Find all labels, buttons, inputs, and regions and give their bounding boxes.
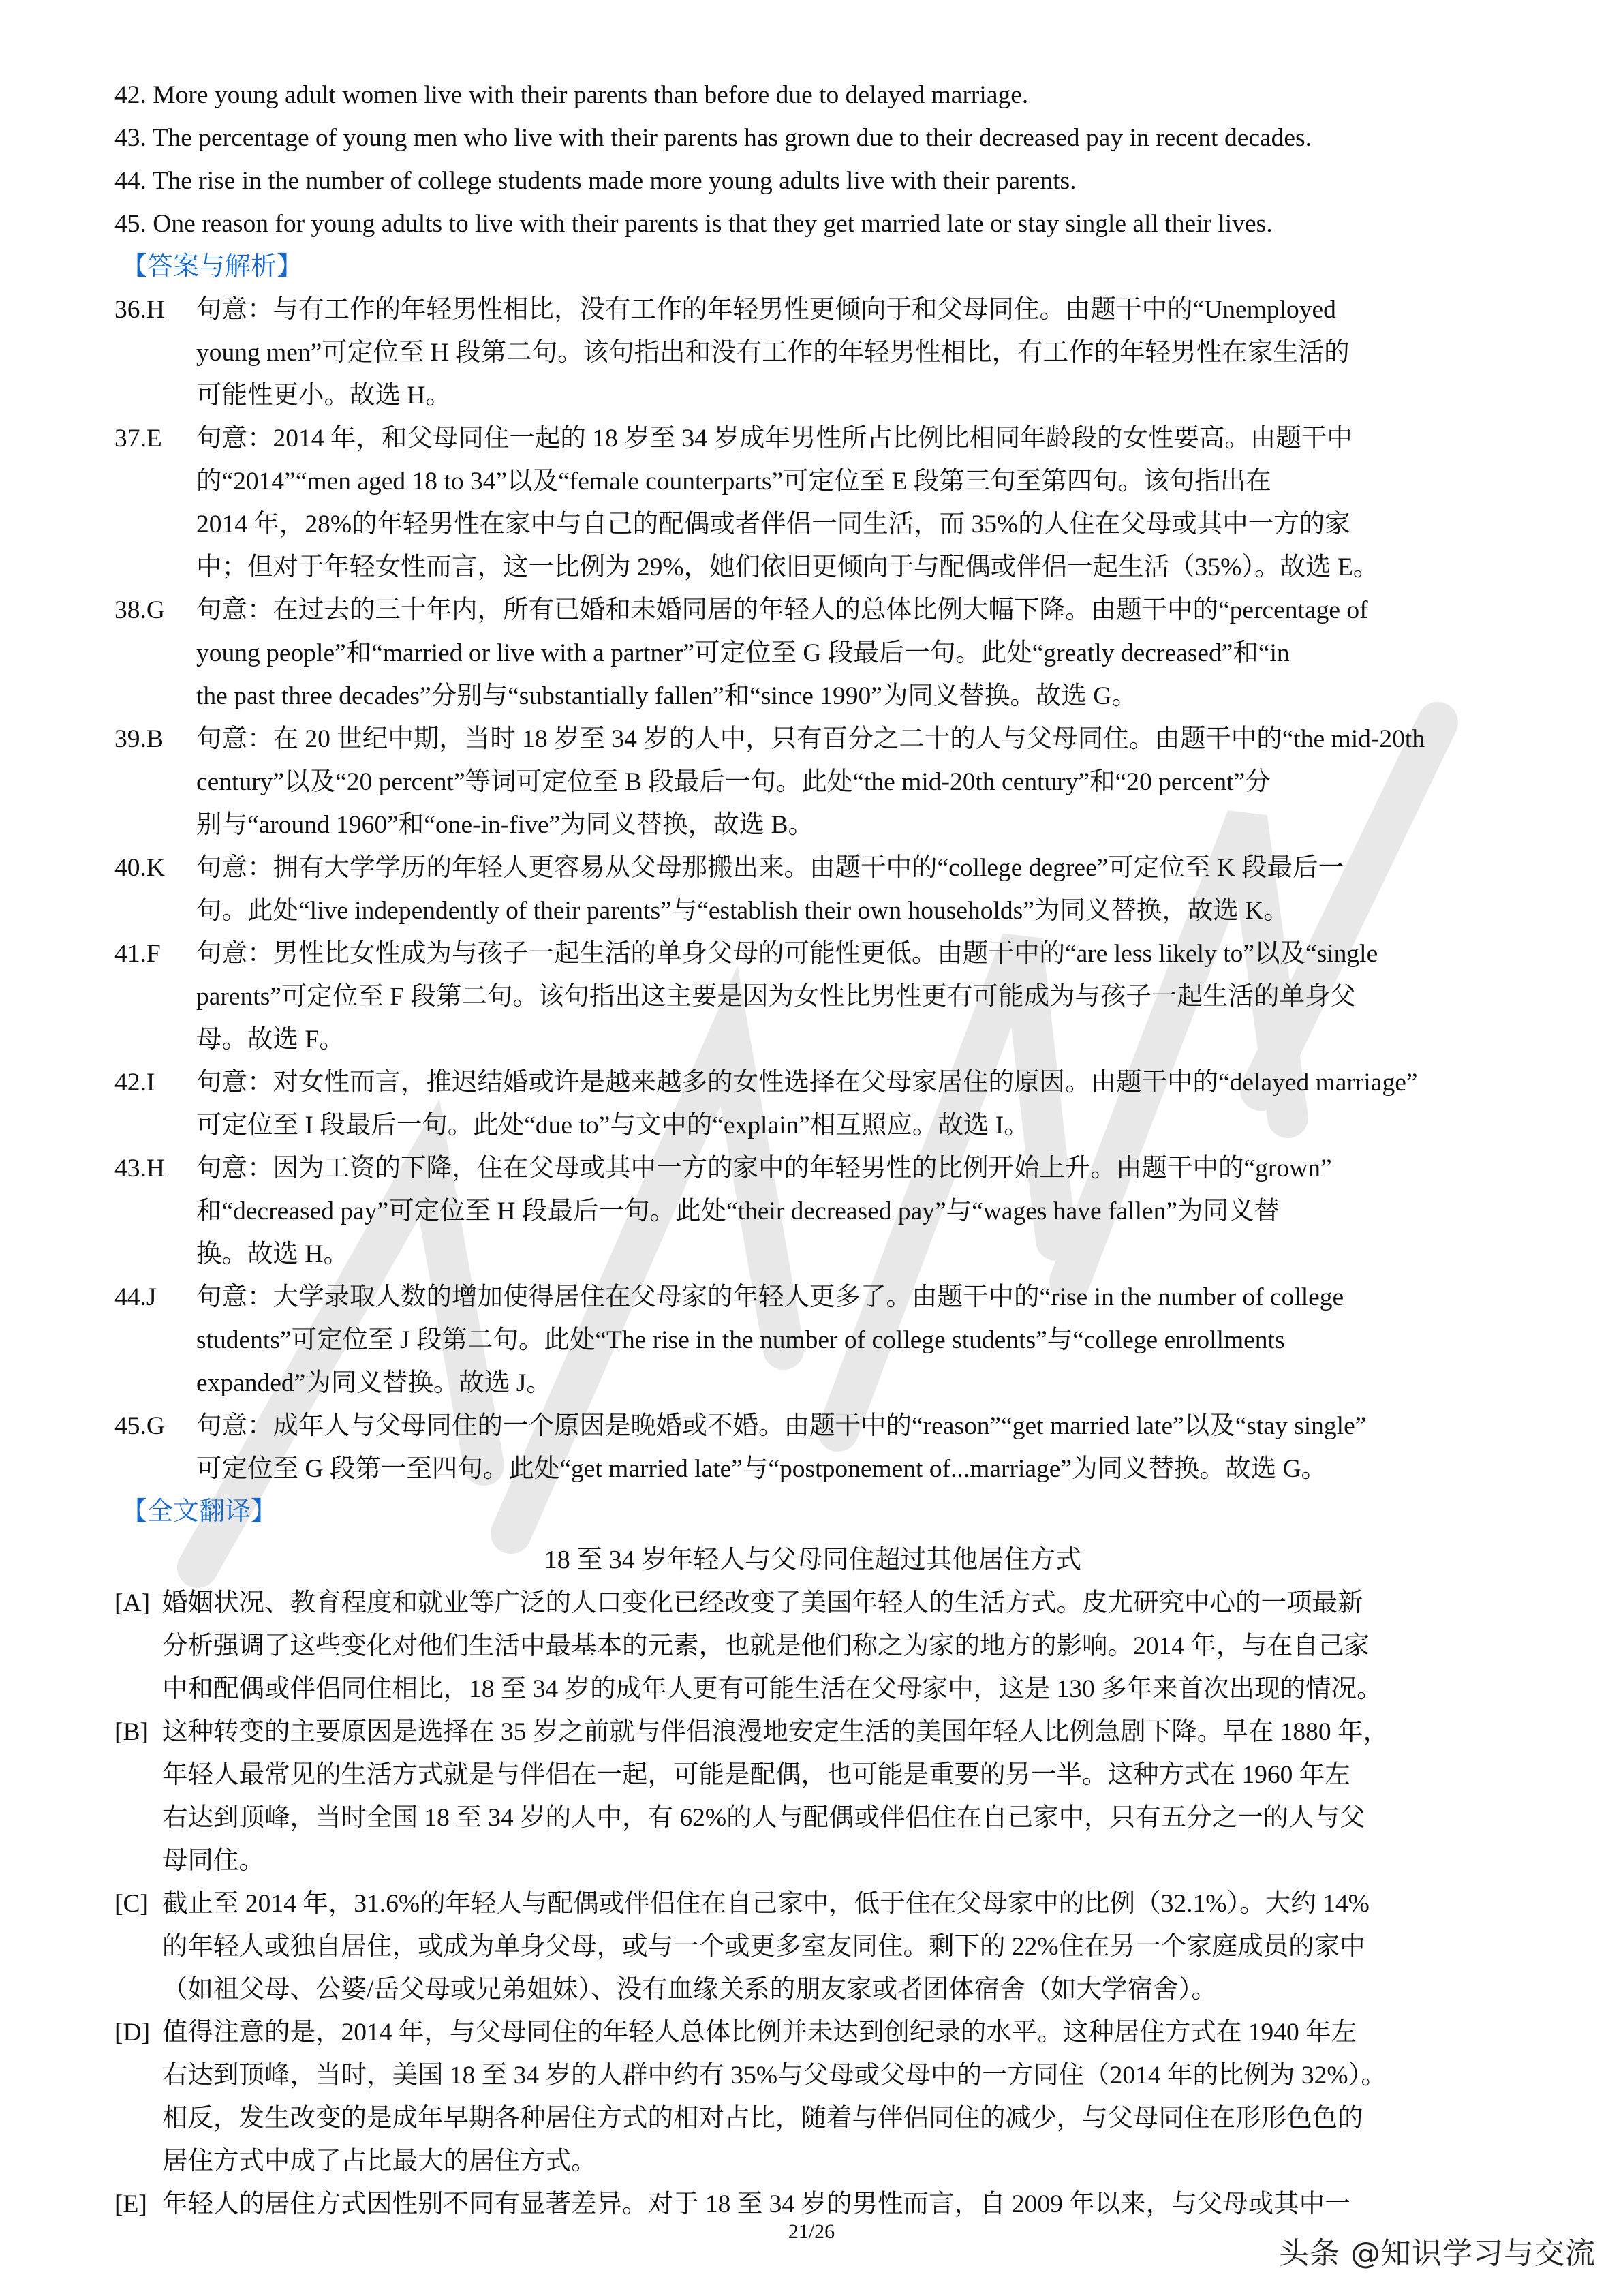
paragraph-line: 相反，发生改变的是成年早期各种居住方式的相对占比，随着与伴侣同住的减少，与父母同住在形形色色的 xyxy=(162,2104,1363,2132)
answer-line: young people”和“married or live with a partner”可定位至 G 段最后一句。此处“greatly decreased”和“in xyxy=(196,639,1290,667)
question-item: 45. One reason for young adults to live with their parents is that they get married late or stay single all their lives. xyxy=(114,210,1273,238)
answer-line: 可定位至 I 段最后一句。此处“due to”与文中的“explain”相互照应。故选 I。 xyxy=(196,1112,1030,1139)
answer-item xyxy=(114,718,1511,846)
paragraph-tag: [E] xyxy=(114,2190,147,2218)
translation-paragraphs xyxy=(114,1582,1511,2226)
translation-title: 18 至 34 岁年轻人与父母同住超过其他居住方式 xyxy=(544,1546,1082,1574)
paragraph-line: （如祖父母、公婆/岳父母或兄弟姐妹）、没有血缘关系的朋友家或者团体宿舍（如大学宿舍）。 xyxy=(162,1976,1217,2004)
answer-line: 句意：大学录取人数的增加使得居住在父母家的年轻人更多了。由题干中的“rise in the number of college xyxy=(196,1283,1344,1311)
paragraph-line: 居住方式中成了占比最大的居住方式。 xyxy=(162,2147,597,2175)
answer-number: 44.J xyxy=(114,1283,157,1311)
translation-section-header: 【全文翻译】 xyxy=(121,1497,277,1526)
answer-line: 可定位至 G 段第一至四句。此处“get married late”与“postponement of...marriage”为同义替换。故选 G。 xyxy=(196,1455,1327,1483)
question-item: 42. More young adult women live with their parents than before due to delayed marriage. xyxy=(114,81,1029,109)
paragraph-line: 值得注意的是，2014 年，与父母同住的年轻人总体比例并未达到创纪录的水平。这种居住方式在 1940 年左 xyxy=(162,2019,1357,2047)
paragraph-tag: [B] xyxy=(114,1718,149,1746)
paragraph xyxy=(114,1882,1511,2011)
paragraph-tag: [A] xyxy=(114,1589,151,1617)
answer-line: 句意：男性比女性成为与孩子一起生活的单身父母的可能性更低。由题干中的“are less likely to”以及“single xyxy=(196,940,1378,968)
paragraph-tag: [D] xyxy=(114,2019,151,2047)
paragraph-line: 右达到顶峰，当时全国 18 至 34 岁的人中，有 62%的人与配偶或伴侣住在自己家中，只有五分之一的人与父 xyxy=(162,1804,1365,1832)
answer-section-header: 【答案与解析】 xyxy=(121,252,303,281)
answer-number: 42.I xyxy=(114,1069,155,1097)
paragraph-line: 的年轻人或独自居住，或成为单身父母，或与一个或更多室友同住。剩下的 22%住在另一个家庭成员的家中 xyxy=(162,1933,1365,1961)
source-credit: 头条 @知识学习与交流 xyxy=(1279,2236,1596,2271)
answer-number: 41.F xyxy=(114,940,161,968)
paragraph-line: 年轻人的居住方式因性别不同有显著差异。对于 18 至 34 岁的男性而言，自 2009 年以来，与父母或其中一 xyxy=(162,2190,1350,2218)
answer-line: 句。此处“live independently of their parents”与“establish their own households”为同义替换，故选 K。 xyxy=(196,897,1289,925)
paragraph xyxy=(114,1711,1511,1882)
answer-line: 句意：因为工资的下降，住在父母或其中一方的家中的年轻男性的比例开始上升。由题干中的“grown” xyxy=(196,1154,1332,1182)
paragraph xyxy=(114,2011,1511,2183)
answer-line: 2014 年，28%的年轻男性在家中与自己的配偶或者伴侣一同生活，而 35%的人住在父母或其中一方的家 xyxy=(196,510,1350,538)
paragraph-line: 分析强调了这些变化对他们生活中最基本的元素，也就是他们称之为家的地方的影响。2014 年，与在自己家 xyxy=(162,1632,1370,1660)
question-item: 44. The rise in the number of college students made more young adults live with their parents. xyxy=(114,167,1077,195)
answer-item xyxy=(114,417,1511,589)
answer-number: 36.H xyxy=(114,296,165,324)
paragraph-line: 母同住。 xyxy=(162,1847,264,1875)
paragraph xyxy=(114,2183,1511,2226)
answer-number: 37.E xyxy=(114,425,162,453)
document-page xyxy=(114,74,1511,2226)
answer-line: 句意：拥有大学学历的年轻人更容易从父母那搬出来。由题干中的“college degree”可定位至 K 段最后一 xyxy=(196,854,1344,882)
paragraph-line: 右达到顶峰，当时，美国 18 至 34 岁的人群中约有 35%与父母或父母中的一方同住（2014 年的比例为 32%）。 xyxy=(162,2062,1387,2090)
answer-line: parents”可定位至 F 段第二句。该句指出这主要是因为女性比男性更有可能成为与孩子一起生活的单身父 xyxy=(196,983,1357,1011)
answer-line: 句意：在 20 世纪中期，当时 18 岁至 34 岁的人中，只有百分之二十的人与父母同住。由题干中的“the mid-20th xyxy=(196,725,1425,753)
answer-line: 句意：在过去的三十年内，所有已婚和未婚同居的年轻人的总体比例大幅下降。由题干中的“percentage of xyxy=(196,596,1368,624)
paragraph-line: 年轻人最常见的生活方式就是与伴侣在一起，可能是配偶，也可能是重要的另一半。这种方式在 1960 年左 xyxy=(162,1761,1350,1789)
answer-line: century”以及“20 percent”等词可定位至 B 段最后一句。此处“the mid-20th century”和“20 percent”分 xyxy=(196,768,1271,796)
answer-line: 别与“around 1960”和“one-in-five”为同义替换，故选 B。 xyxy=(196,811,814,839)
answer-line: 的“2014”“men aged 18 to 34”以及“female counterparts”可定位至 E 段第三句至第四句。该句指出在 xyxy=(196,468,1271,495)
answer-number: 43.H xyxy=(114,1154,165,1182)
answer-item xyxy=(114,932,1511,1061)
paragraph-line: 中和配偶或伴侣同住相比，18 至 34 岁的成年人更有可能生活在父母家中，这是 130 多年来首次出现的情况。 xyxy=(162,1675,1382,1703)
answer-line: expanded”为同义替换。故选 J。 xyxy=(196,1369,552,1397)
answer-item xyxy=(114,589,1511,718)
answer-line: 中；但对于年轻女性而言，这一比例为 29%，她们依旧更倾向于与配偶或伴侣一起生活（35%）。故选 E。 xyxy=(196,553,1379,581)
answer-line: young men”可定位至 H 段第二句。该句指出和没有工作的年轻男性相比，有工作的年轻男性在家生活的 xyxy=(196,339,1350,367)
answer-number: 38.G xyxy=(114,596,165,624)
answer-line: 句意：成年人与父母同住的一个原因是晚婚或不婚。由题干中的“reason”“get married late”以及“stay single” xyxy=(196,1412,1367,1440)
answer-item xyxy=(114,1061,1511,1147)
answer-line: 和“decreased pay”可定位至 H 段最后一句。此处“their decreased pay”与“wages have fallen”为同义替 xyxy=(196,1197,1280,1225)
answer-line: 句意：2014 年，和父母同住一起的 18 岁至 34 岁成年男性所占比例比相同年龄段的女性要高。由题干中 xyxy=(196,425,1352,453)
answer-line: the past three decades”分别与“substantially fallen”和“since 1990”为同义替换。故选 G。 xyxy=(196,682,1137,710)
answer-line: 句意：对女性而言，推迟结婚或许是越来越多的女性选择在父母家居住的原因。由题干中的“delayed marriage” xyxy=(196,1069,1418,1097)
answer-number: 45.G xyxy=(114,1412,165,1440)
page-number: 21/26 xyxy=(788,2220,835,2243)
paragraph-tag: [C] xyxy=(114,1890,149,1918)
answer-list xyxy=(114,288,1511,1490)
answer-item xyxy=(114,846,1511,932)
paragraph-line: 这种转变的主要原因是选择在 35 岁之前就与伴侣浪漫地安定生活的美国年轻人比例急剧下降。早在 1880 年， xyxy=(162,1718,1389,1746)
answer-item xyxy=(114,1405,1511,1490)
answer-line: students”可定位至 J 段第二句。此处“The rise in the number of college students”与“college enrollments xyxy=(196,1326,1285,1354)
answer-line: 换。故选 H。 xyxy=(196,1240,349,1268)
answer-number: 39.B xyxy=(114,725,164,753)
paragraph-line: 截止至 2014 年，31.6%的年轻人与配偶或伴侣住在自己家中，低于住在父母家中的比例（32.1%）。大约 14% xyxy=(162,1890,1370,1918)
answer-item xyxy=(114,288,1511,417)
answer-line: 母。故选 F。 xyxy=(196,1026,345,1054)
answer-number: 40.K xyxy=(114,854,165,882)
answer-item xyxy=(114,1276,1511,1405)
question-item: 43. The percentage of young men who live with their parents has grown due to their decreased pay in recent decades. xyxy=(114,124,1312,152)
paragraph-line: 婚姻状况、教育程度和就业等广泛的人口变化已经改变了美国年轻人的生活方式。皮尤研究中心的一项最新 xyxy=(162,1589,1363,1617)
paragraph xyxy=(114,1582,1511,1711)
question-list xyxy=(114,74,1511,245)
answer-line: 可能性更小。故选 H。 xyxy=(196,382,451,410)
answer-item xyxy=(114,1147,1511,1276)
answer-line: 句意：与有工作的年轻男性相比，没有工作的年轻男性更倾向于和父母同住。由题干中的“Unemployed xyxy=(196,296,1336,324)
